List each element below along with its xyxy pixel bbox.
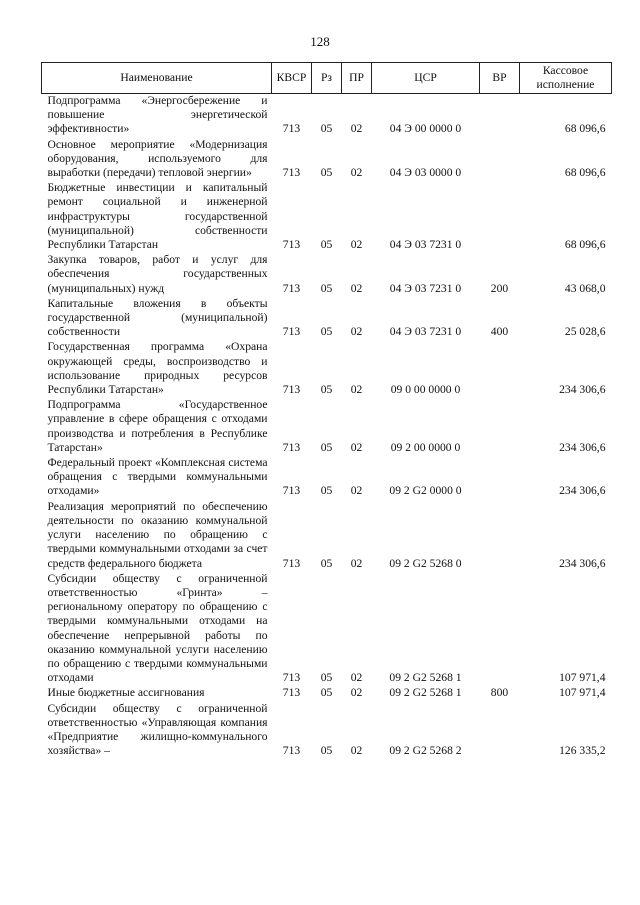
cell-name: Субсидии обществу с ограниченной ответственностью «Управляющая компания «Предприятие жилищно-коммунального хозяйства» – xyxy=(47,701,268,758)
cell-name: Основное мероприятие «Модернизация оборудования, используемого для выработки (передачи) тепловой энергии» xyxy=(47,137,268,180)
cell-amount: 68 096,6 xyxy=(564,166,606,180)
budget-table xyxy=(41,62,612,759)
header-vr: ВР xyxy=(480,63,520,94)
table-row xyxy=(42,500,612,572)
table-row xyxy=(42,138,612,182)
header-kvsr: КВСР xyxy=(272,63,312,94)
cell-csr: 04 Э 00 0000 0 xyxy=(389,122,462,136)
cell-rz: 05 xyxy=(320,671,333,685)
cell-name: Закупка товаров, работ и услуг для обеспечения государственных (муниципальных) нужд xyxy=(47,253,268,295)
cell-vr xyxy=(480,138,520,182)
cell-name: Государственная программа «Охрана окружающей среды, воспроизводство и использование природных ресурсов Республики Татарстан» xyxy=(47,340,268,397)
table-row xyxy=(42,572,612,687)
table-row xyxy=(42,181,612,253)
cell-amount: 68 096,6 xyxy=(564,122,606,136)
cell-vr xyxy=(480,500,520,572)
cell-pr: 02 xyxy=(350,281,363,295)
table-row xyxy=(42,686,612,701)
cell-rz: 05 xyxy=(320,686,333,700)
cell-pr: 02 xyxy=(350,238,363,252)
cell-rz: 05 xyxy=(320,440,333,454)
cell-vr: 800 xyxy=(490,686,509,700)
table-row xyxy=(42,94,612,138)
cell-csr: 09 2 G2 5268 2 xyxy=(389,744,462,758)
cell-csr: 04 Э 03 7231 0 xyxy=(389,238,462,252)
cell-amount: 25 028,6 xyxy=(564,325,606,339)
cell-kvsr: 713 xyxy=(282,556,301,570)
header-pr: ПР xyxy=(342,63,372,94)
cell-vr xyxy=(480,340,520,398)
cell-amount: 126 335,2 xyxy=(559,744,606,758)
cell-rz: 05 xyxy=(320,484,333,498)
cell-name: Подпрограмма «Государственное управление в сфере обращения с отходами производства и потребления в Республике Татарстан» xyxy=(47,398,268,454)
header-csr: ЦСР xyxy=(372,63,480,94)
cell-kvsr: 713 xyxy=(282,325,301,339)
cell-pr: 02 xyxy=(350,671,363,685)
cell-name: Субсидии обществу с ограниченной ответственностью «Гринта» – региональному оператору по обращению с твердыми коммунальными отходами на обеспечение непрерывной работы по оказанию коммунальной услуги населению по обращению с твердыми коммунальными отходами xyxy=(47,571,268,685)
cell-csr: 04 Э 03 7231 0 xyxy=(389,325,462,339)
cell-name: Федеральный проект «Комплексная система обращения с твердыми коммунальными отходами» xyxy=(47,456,268,498)
cell-rz: 05 xyxy=(320,383,333,397)
cell-name: Подпрограмма «Энергосбережение и повышение энергетической эффективности» xyxy=(47,94,268,136)
cell-pr: 02 xyxy=(350,744,363,758)
cell-csr: 04 Э 03 0000 0 xyxy=(389,166,462,180)
cell-vr xyxy=(480,398,520,456)
cell-rz: 05 xyxy=(320,325,333,339)
cell-vr: 400 xyxy=(490,325,509,339)
cell-pr: 02 xyxy=(350,556,363,570)
table-row xyxy=(42,398,612,456)
cell-amount: 68 096,6 xyxy=(564,238,606,252)
cell-pr: 02 xyxy=(350,383,363,397)
cell-kvsr: 713 xyxy=(282,671,301,685)
table-row xyxy=(42,702,612,760)
cell-kvsr: 713 xyxy=(282,281,301,295)
cell-csr: 09 2 G2 5268 1 xyxy=(389,671,462,685)
header-amount: Кассовое исполнение xyxy=(520,63,612,94)
cell-csr: 09 0 00 0000 0 xyxy=(390,383,461,397)
cell-csr: 09 2 00 0000 0 xyxy=(390,440,461,454)
cell-name: Бюджетные инвестиции и капитальный ремонт социальной и инженерной инфраструктуры государственной (муниципальной) собственности Республики Татарстан xyxy=(47,181,268,252)
cell-kvsr: 713 xyxy=(282,166,301,180)
cell-amount: 234 306,6 xyxy=(559,383,606,397)
cell-pr: 02 xyxy=(350,122,363,136)
cell-name: Капитальные вложения в объекты государственной (муниципальной) собственности xyxy=(47,296,268,339)
cell-rz: 05 xyxy=(320,281,333,295)
page-number: 128 xyxy=(310,34,330,49)
cell-kvsr: 713 xyxy=(282,122,301,136)
cell-amount: 234 306,6 xyxy=(559,484,606,498)
cell-pr: 02 xyxy=(350,325,363,339)
cell-kvsr: 713 xyxy=(282,238,301,252)
cell-kvsr: 713 xyxy=(282,383,301,397)
cell-pr: 02 xyxy=(350,440,363,454)
cell-kvsr: 713 xyxy=(282,744,301,758)
cell-vr xyxy=(480,94,520,138)
header-name: Наименование xyxy=(42,63,272,94)
cell-name: Реализация мероприятий по обеспечению деятельности по оказанию коммунальной услуги населению по обращению с твердыми коммунальными отходами за счет средств федерального бюджета xyxy=(47,499,268,570)
cell-pr: 02 xyxy=(350,686,363,700)
cell-kvsr: 713 xyxy=(282,686,301,700)
table-row xyxy=(42,253,612,297)
cell-csr: 09 2 G2 0000 0 xyxy=(389,484,462,498)
table-row xyxy=(42,340,612,398)
cell-vr xyxy=(480,181,520,253)
cell-amount: 234 306,6 xyxy=(559,556,606,570)
cell-csr: 09 2 G2 5268 0 xyxy=(389,556,462,570)
cell-vr xyxy=(480,572,520,687)
cell-amount: 107 971,4 xyxy=(559,686,606,700)
table-header-row xyxy=(42,63,612,94)
cell-vr xyxy=(480,702,520,760)
cell-amount: 107 971,4 xyxy=(559,671,606,685)
cell-rz: 05 xyxy=(320,122,333,136)
cell-amount: 234 306,6 xyxy=(559,440,606,454)
cell-pr: 02 xyxy=(350,484,363,498)
cell-rz: 05 xyxy=(320,556,333,570)
cell-kvsr: 713 xyxy=(282,440,301,454)
cell-kvsr: 713 xyxy=(282,484,301,498)
header-rz: Рз xyxy=(312,63,342,94)
cell-vr: 200 xyxy=(490,281,509,295)
cell-rz: 05 xyxy=(320,744,333,758)
table-row xyxy=(42,456,612,500)
cell-vr xyxy=(480,456,520,500)
cell-csr: 09 2 G2 5268 1 xyxy=(389,686,462,700)
cell-amount: 43 068,0 xyxy=(564,281,606,295)
cell-pr: 02 xyxy=(350,166,363,180)
cell-name: Иные бюджетные ассигнования xyxy=(47,686,205,700)
cell-csr: 04 Э 03 7231 0 xyxy=(389,281,462,295)
cell-rz: 05 xyxy=(320,238,333,252)
cell-rz: 05 xyxy=(320,166,333,180)
table-row xyxy=(42,297,612,341)
